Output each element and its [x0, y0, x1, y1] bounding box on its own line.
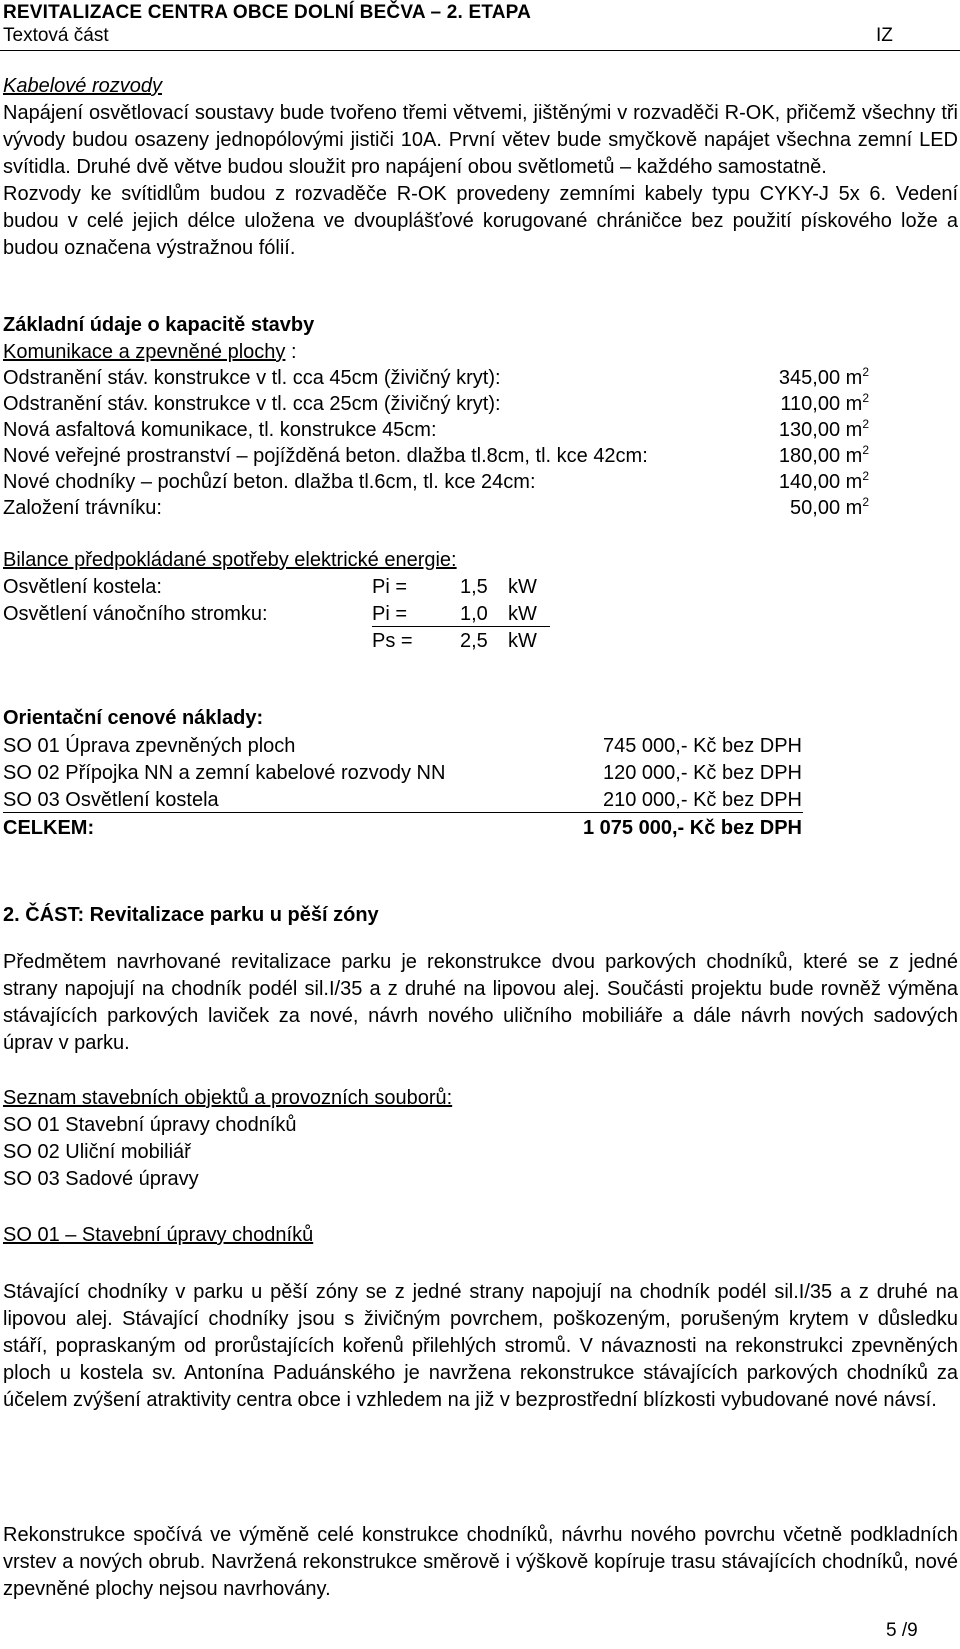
naklady-sum-line	[3, 812, 803, 813]
kapacity-sub-label: Komunikace a zpevněné plochy	[3, 341, 286, 363]
kapacity-unit-exp: 2	[862, 417, 869, 431]
energie-total-value: 2,5	[460, 630, 488, 652]
kapacity-value-number: 50,00	[790, 497, 841, 519]
kapacity-unit-exp: 2	[862, 365, 869, 379]
document-code: IZ	[876, 25, 893, 46]
kapacity-row-value	[779, 367, 869, 390]
naklady-row-label: SO 03 Osvětlení kostela	[3, 789, 219, 811]
page-number: 5 /9	[886, 1620, 918, 1641]
kapacity-row-label: Nová asfaltová komunikace, tl. konstrukce 45cm:	[3, 419, 437, 441]
kapacity-row-value	[790, 497, 869, 520]
so-list-item: SO 03 Sadové úpravy	[3, 1168, 199, 1190]
document-title: REVITALIZACE CENTRA OBCE DOLNÍ BEČVA – 2. ETAPA	[3, 2, 532, 23]
kapacity-unit: m	[845, 419, 863, 441]
so-list-item: SO 01 Stavební úpravy chodníků	[3, 1114, 297, 1136]
kapacity-unit-exp: 2	[862, 469, 869, 483]
kapacity-unit-exp: 2	[862, 443, 869, 457]
kapacity-row-label: Odstranění stáv. konstrukce v tl. cca 45cm (živičný kryt):	[3, 367, 501, 389]
so01-heading: SO 01 – Stavební úpravy chodníků	[3, 1224, 314, 1246]
kapacity-value-number: 345,00	[778, 367, 841, 389]
energie-row-value: 1,0	[460, 603, 488, 625]
so01-paragraph-2: Rekonstrukce spočívá ve výměně celé konstrukce chodníků, návrhu nového povrchu včetně podkladních vrstev a nových obrub. Navržená rekonstrukce směrově i výškově kopíruje trasu stávajících chodníků, nové zpevněné plochy nejsou navrhovány.	[3, 1524, 958, 1600]
kapacity-unit-exp: 2	[862, 495, 869, 509]
kapacity-unit: m	[845, 445, 863, 467]
kapacity-row-label: Nové chodníky – pochůzí beton. dlažba tl.6cm, tl. kce 24cm:	[3, 471, 536, 493]
kapacity-value-number: 110,00	[780, 393, 841, 415]
energie-row-unit: kW	[508, 603, 537, 625]
energie-row-unit: kW	[508, 576, 537, 598]
so-list-item: SO 02 Uliční mobiliář	[3, 1141, 191, 1163]
cast2-paragraph-1: Předmětem navrhované revitalizace parku je rekonstrukce dvou parkových chodníků, které se z jedné strany napojují na chodník podél sil.I/35 a z druhé na lipovou alej. Součásti projektu bude rovněž výměna stávajících parkových laviček za nové, návrh nového uličního mobiliáře a dále návrh nových sadových úprav v parku.	[3, 951, 958, 1054]
naklady-total-label: CELKEM:	[3, 817, 95, 839]
kapacity-heading: Základní údaje o kapacitě stavby	[3, 314, 315, 336]
energie-total-symbol: Ps =	[372, 630, 413, 652]
kapacity-row-label: Nové veřejné prostranství – pojížděná beton. dlažba tl.8cm, tl. kce 42cm:	[3, 445, 648, 467]
energie-row-value: 1,5	[460, 576, 488, 598]
energie-row-label: Osvětlení kostela:	[3, 576, 162, 598]
kapacity-row-value	[779, 445, 869, 468]
kabely-heading: Kabelové rozvody	[3, 75, 162, 97]
so01-paragraph-1: Stávající chodníky v parku u pěší zóny se z jedné strany napojují na chodník podél sil.I/35 a z druhé na lipovou alej. Stávající chodníky jsou s živičným povrchem, poškozeným, porušeným krytem v důsledku stáří, popraskaným od prorůstajících kořenů přilehlých stromů. V návaznosti na rekonstrukci zpevněných ploch u kostela sv. Antonína Paduánského je navržena rekonstrukce stávajících parkových chodníků za účelem zvýšení atraktivity centra obce i vzhledem na již v bezprostřední blízkosti vybudované nové návsí.	[3, 1281, 958, 1411]
energie-row-symbol: Pi =	[372, 576, 408, 598]
kapacity-row-label: Odstranění stáv. konstrukce v tl. cca 25cm (živičný kryt):	[3, 393, 501, 415]
energie-total-unit: kW	[508, 630, 537, 652]
kapacity-unit: m	[845, 393, 863, 415]
naklady-row-value: 745 000,- Kč bez DPH	[603, 735, 802, 757]
kapacity-unit: m	[845, 497, 863, 519]
kapacity-value-number: 140,00	[778, 471, 841, 493]
kabely-paragraph-1: Napájení osvětlovací soustavy bude tvořeno třemi větvemi, jištěnými v rozvaděči R-OK, přičemž všechny tři vývody budou osazeny jednopólovými jističi 10A. První větev bude smyčkově napájet všechna zemní LED svítidla. Druhé dvě větve budou sloužit pro napájení obou světlometů – každého samostatně.	[3, 102, 958, 178]
naklady-row-value: 120 000,- Kč bez DPH	[603, 762, 802, 784]
kabely-paragraph-2: Rozvody ke svítidlům budou z rozvaděče R-OK provedeny zemními kabely typu CYKY-J 5x 6. Vedení budou v celé jejich délce uložena ve dvouplášťové korugované chráničce bez použití pískového lože a budou označena výstražnou fólií.	[3, 183, 958, 259]
kapacity-row-label: Založení trávníku:	[3, 497, 162, 519]
section-kabely	[3, 73, 958, 262]
kapacity-row-value	[779, 471, 869, 494]
naklady-total-value: 1 075 000,- Kč bez DPH	[583, 817, 802, 839]
naklady-row-label: SO 02 Přípojka NN a zemní kabelové rozvody NN	[3, 762, 446, 784]
energie-sum-line	[372, 626, 550, 627]
kapacity-value-number: 180,00	[778, 445, 841, 467]
header-divider	[0, 50, 960, 51]
kapacity-row-value	[779, 419, 869, 442]
kapacity-subheading	[3, 341, 297, 364]
naklady-row-value: 210 000,- Kč bez DPH	[603, 789, 802, 811]
kapacity-sub-colon: :	[285, 341, 297, 363]
so-list-heading: Seznam stavebních objektů a provozních souborů:	[3, 1087, 453, 1109]
cast2-heading: 2. ČÁST: Revitalizace parku u pěší zóny	[3, 904, 379, 926]
naklady-heading: Orientační cenové náklady:	[3, 707, 264, 729]
kapacity-unit: m	[845, 367, 863, 389]
document-subtitle: Textová část	[3, 25, 109, 46]
kapacity-row-value	[780, 393, 869, 416]
kapacity-value-number: 130,00	[778, 419, 841, 441]
naklady-row-label: SO 01 Úprava zpevněných ploch	[3, 735, 296, 757]
energie-row-symbol: Pi =	[372, 603, 408, 625]
kapacity-unit: m	[845, 471, 863, 493]
energie-row-label: Osvětlení vánočního stromku:	[3, 603, 268, 625]
kapacity-unit-exp: 2	[862, 391, 869, 405]
energie-heading: Bilance předpokládané spotřeby elektrické energie:	[3, 549, 457, 571]
